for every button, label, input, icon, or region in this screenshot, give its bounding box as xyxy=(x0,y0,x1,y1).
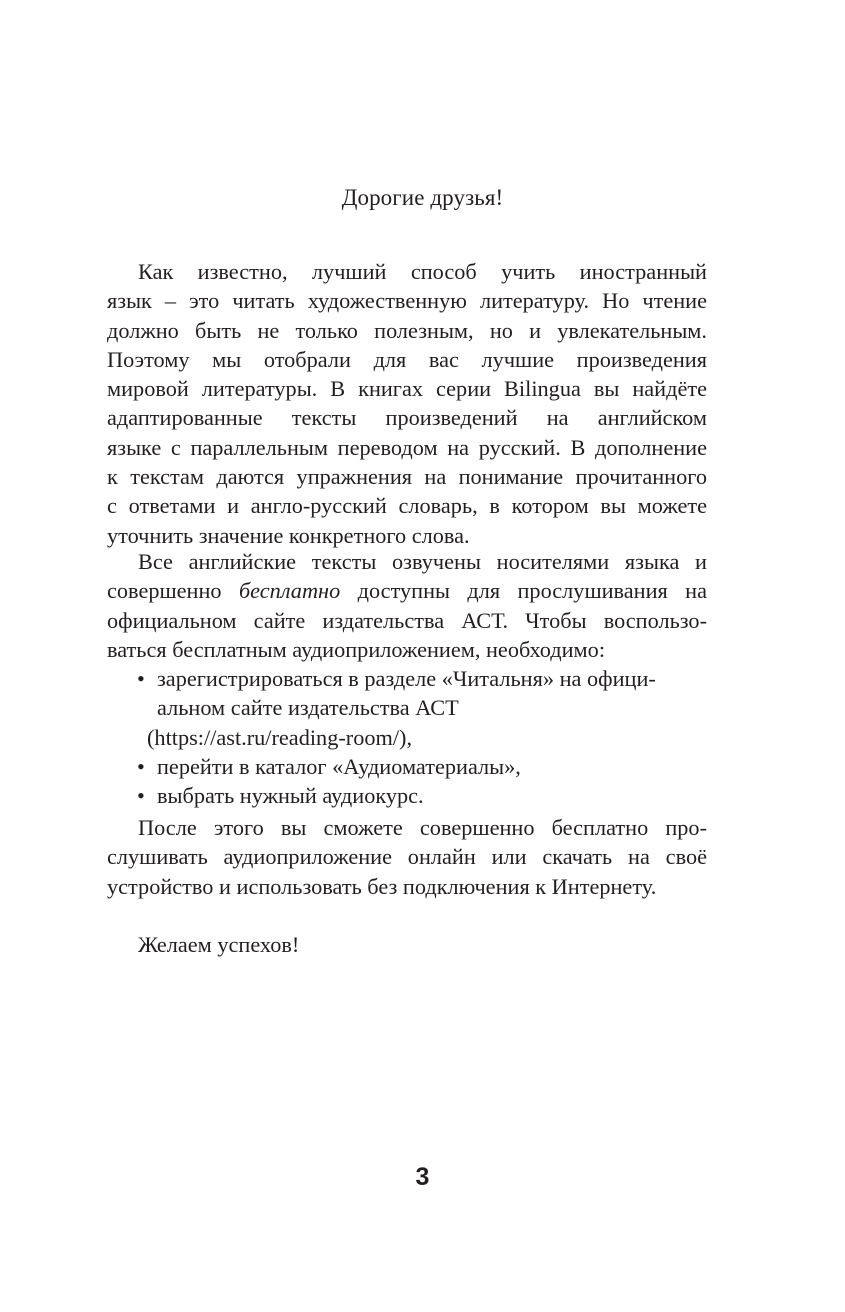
page-heading: Дорогие друзья! xyxy=(341,185,504,210)
list-item-continuation: альном сайте издательства АСТ xyxy=(157,695,459,721)
list-item-text: выбрать нужный аудиокурс. xyxy=(157,783,424,809)
audio-paragraph xyxy=(107,547,707,811)
text-line: должно быть не только полезным, но и увлекательным. xyxy=(107,317,707,343)
bullet-icon: • xyxy=(137,754,145,780)
list-item xyxy=(107,664,707,693)
page-number: 3 xyxy=(415,1163,430,1191)
text-line: Как известно, лучший способ учить иностранный xyxy=(138,259,707,284)
text-line: После этого вы сможете совершенно бесплатно про- xyxy=(138,815,707,840)
text-line: язык – это читать художественную литературу. Но чтение xyxy=(107,288,707,314)
text-line: ваться бесплатным аудиоприложением, необходимо: xyxy=(107,636,606,662)
text-line: мировой литературы. В книгах серии Bilingua вы найдёте xyxy=(107,376,707,402)
text-line: Все английские тексты озвучены носителями языка и xyxy=(138,549,707,574)
list-item-text: перейти в каталог «Аудиоматериалы», xyxy=(157,754,521,780)
text-line: адаптированные тексты произведений на английском xyxy=(107,405,707,431)
list-item-text: зарегистрироваться в разделе «Читальня» на офици- xyxy=(157,666,656,692)
text-line: уточнить значение конкретного слова. xyxy=(107,522,470,548)
closing-greeting: Желаем успехов! xyxy=(138,932,300,957)
text-line: Поэтому мы отобрали для вас лучшие произведения xyxy=(107,346,707,372)
text-line: с ответами и англо-русский словарь, в котором вы можете xyxy=(107,493,707,519)
text-line: слушивать аудиоприложение онлайн или скачать на своё xyxy=(107,844,707,870)
text-segment: совершенно xyxy=(107,578,239,604)
text-line: к текстам даются упражнения на понимание прочитанного xyxy=(107,464,707,490)
after-paragraph xyxy=(107,813,707,901)
list-item xyxy=(107,752,707,781)
text-line: устройство и использовать без подключения к Интернету. xyxy=(107,873,657,899)
steps-list xyxy=(107,664,707,810)
text-line: официальном сайте издательства АСТ. Чтобы воспользо- xyxy=(107,607,707,633)
emphasis-free: бесплатно xyxy=(238,578,341,604)
intro-paragraph xyxy=(107,257,707,550)
bullet-icon: • xyxy=(137,666,145,692)
list-item xyxy=(107,781,707,810)
bullet-icon: • xyxy=(137,783,145,809)
reading-room-link[interactable]: (https://ast.ru/reading-room/), xyxy=(147,724,413,750)
text-line: языке с параллельным переводом на русский. В дополнение xyxy=(107,434,707,460)
text-segment: доступны для прослушивания на xyxy=(340,578,707,604)
text-line xyxy=(107,576,707,605)
